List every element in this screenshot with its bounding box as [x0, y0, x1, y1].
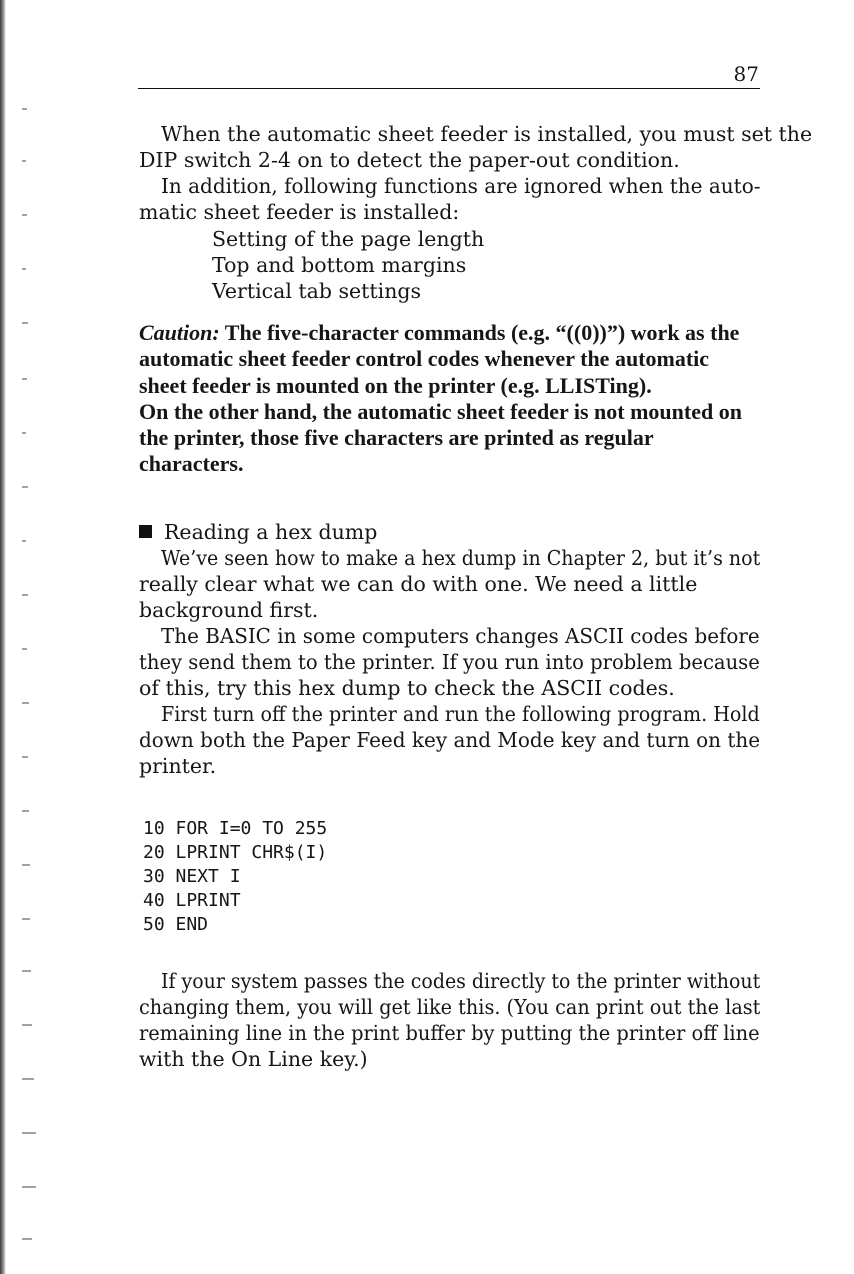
code-line: 30 NEXT I [143, 866, 241, 887]
header-rule [138, 88, 760, 89]
hexdump-p2-line-2: they send them to the printer. If you run into problem because [139, 650, 760, 674]
page-binding-edge [0, 0, 6, 1274]
section-heading [139, 519, 377, 545]
caution-line-5: the printer, those five characters are printed as regular [139, 425, 654, 450]
code-line: 10 FOR I=0 TO 255 [143, 818, 328, 839]
caution-line-1 [139, 320, 739, 346]
intro-line-4: matic sheet feeder is installed: [139, 200, 460, 224]
caution-line-6: characters. [139, 451, 244, 476]
hexdump-p1-line-2: really clear what we can do with one. We need a little [139, 572, 698, 596]
list-item: Top and bottom margins [212, 253, 467, 277]
caution-line-2: automatic sheet feeder control codes whenever the automatic [139, 346, 710, 371]
caution-line-3: sheet feeder is mounted on the printer (e.g. LLISTing). [139, 373, 652, 398]
intro-line-2: DIP switch 2-4 on to detect the paper-out condition. [139, 148, 680, 172]
caution-line-1-text: The five-character commands (e.g. “((0))”) work as the [219, 320, 740, 345]
code-line: 50 END [143, 914, 209, 935]
intro-line-3: In addition, following functions are ignored when the auto- [161, 174, 761, 198]
hexdump-p3-line-1: First turn off the printer and run the following program. Hold [161, 702, 760, 726]
hexdump-p4-line-3: remaining line in the print buffer by putting the printer off line [139, 1021, 760, 1045]
caution-line-4: On the other hand, the automatic sheet feeder is not mounted on [139, 399, 742, 424]
code-line: 20 LPRINT CHR$(I) [143, 842, 328, 863]
hexdump-p4-line-2: changing them, you will get like this. (You can print out the last [139, 995, 761, 1019]
bullet-square-icon [139, 525, 152, 538]
caution-label: Caution: [139, 320, 220, 345]
hexdump-p2-line-3: of this, try this hex dump to check the ASCII codes. [139, 676, 675, 700]
code-line: 40 LPRINT [143, 890, 241, 911]
page-number: 87 [733, 62, 759, 86]
binding-shadow-marks [22, 0, 42, 1274]
hexdump-p2-line-1: The BASIC in some computers changes ASCII codes before [161, 624, 760, 648]
intro-line-1: When the automatic sheet feeder is installed, you must set the [161, 122, 813, 146]
hexdump-p3-line-2: down both the Paper Feed key and Mode key and turn on the [139, 728, 761, 752]
section-heading-text: Reading a hex dump [164, 520, 378, 544]
hexdump-p1-line-3: background first. [139, 598, 319, 622]
list-item: Vertical tab settings [212, 279, 422, 303]
hexdump-p1-line-1: We’ve seen how to make a hex dump in Chapter 2, but it’s not [161, 546, 761, 570]
hexdump-p4-line-4: with the On Line key.) [139, 1047, 368, 1071]
list-item: Setting of the page length [212, 227, 485, 251]
hexdump-p3-line-3: printer. [139, 754, 217, 778]
hexdump-p4-line-1: If your system passes the codes directly to the printer without [161, 969, 761, 993]
